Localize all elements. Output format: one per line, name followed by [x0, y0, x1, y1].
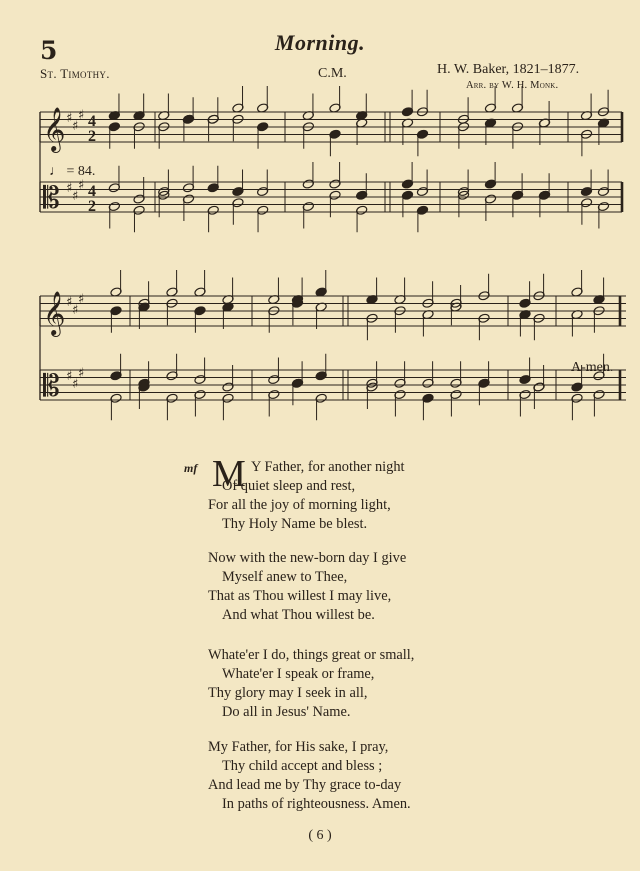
time-signature-top: 4 [88, 183, 96, 200]
verse-line: That as Thou willest I may live, [208, 588, 392, 604]
sharp-icon: ♯ [78, 108, 85, 123]
verse-line: Do all in Jesus' Name. [222, 704, 351, 720]
sharp-icon: ♯ [72, 189, 79, 204]
dynamic-marking: mf [184, 461, 198, 475]
drop-cap: M [212, 453, 246, 495]
sharp-icon: ♯ [78, 292, 85, 307]
sharp-icon: ♯ [72, 377, 79, 392]
verse-line: Thy glory may I seek in all, [208, 685, 368, 701]
sharp-icon: ♯ [66, 111, 73, 126]
verse-line: Y Father, for another night [251, 459, 405, 475]
tune-name: St. Timothy. [40, 66, 110, 81]
tenor-clef-icon: 𝄡 [43, 181, 60, 216]
sharp-icon: ♯ [72, 119, 79, 134]
page-number: ( 6 ) [308, 828, 332, 843]
verse-line: Of quiet sleep and rest, [222, 478, 356, 494]
verse-line: Whate'er I speak or frame, [222, 666, 375, 682]
amen-label: A-men. [571, 360, 614, 375]
meter: C.M. [318, 66, 347, 81]
verse-line: Thy child accept and bless ; [222, 758, 383, 774]
sharp-icon: ♯ [66, 295, 73, 310]
arranger-credit: Arr. by W. H. Monk. [466, 80, 559, 91]
sharp-icon: ♯ [66, 181, 73, 196]
hymn-title: Morning. [274, 30, 366, 55]
verse-line: In paths of righteousness. Amen. [222, 796, 411, 812]
time-signature-bottom: 2 [88, 198, 96, 215]
sharp-icon: ♯ [78, 178, 85, 193]
verse-line: Whate'er I do, things great or small, [208, 647, 415, 663]
verse-line: And what Thou willest be. [222, 607, 375, 623]
verse-line: Thy Holy Name be blest. [222, 516, 368, 532]
time-signature-top: 4 [88, 113, 96, 130]
time-signature-bottom: 2 [88, 128, 96, 145]
verse-line: Now with the new-born day I give [208, 550, 407, 566]
sharp-icon: ♯ [66, 369, 73, 384]
verse-line: My Father, for His sake, I pray, [208, 739, 389, 755]
verse-line: For all the joy of morning light, [208, 497, 391, 513]
treble-clef-icon: 𝄞 [43, 107, 66, 151]
hymn-number: 5 [40, 36, 58, 65]
verse-line: Myself anew to Thee, [222, 569, 348, 585]
tenor-clef-icon: 𝄡 [43, 369, 60, 404]
author-credit: H. W. Baker, 1821–1877. [437, 62, 580, 77]
sharp-icon: ♯ [78, 366, 85, 381]
sharp-icon: ♯ [72, 303, 79, 318]
verse-line: And lead me by Thy grace to-day [208, 777, 402, 793]
treble-clef-icon: 𝄞 [43, 291, 66, 335]
tempo-marking: ♩ = 84. [49, 164, 96, 179]
